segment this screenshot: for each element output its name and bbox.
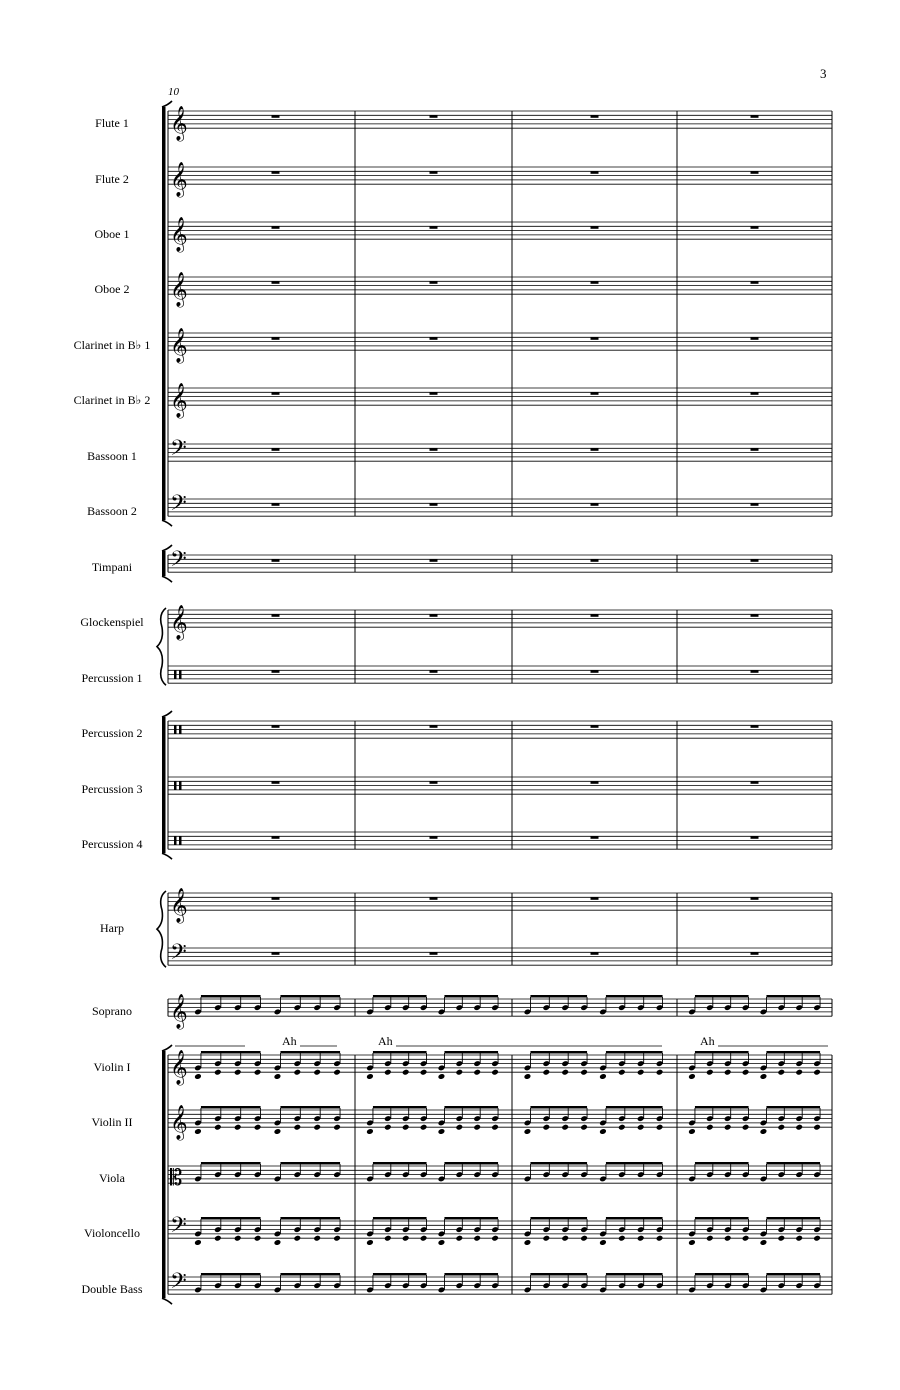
beam [695,1217,749,1220]
notehead [473,1069,481,1076]
beam [766,1051,820,1054]
notehead [599,1128,607,1135]
notehead [254,1069,262,1076]
notehead [618,1069,626,1076]
notehead [366,1128,374,1135]
beam [766,1106,820,1109]
bass-clef: 𝄢 [170,939,187,970]
bracket-hook [162,576,172,582]
notehead [214,1069,222,1076]
whole-rest [430,281,438,284]
beam [530,1273,587,1276]
treble-clef: 𝄞 [170,272,188,308]
beam [606,1273,663,1276]
whole-rest [272,952,280,955]
whole-rest [430,614,438,617]
beam [373,1106,427,1109]
notehead [760,1073,768,1080]
treble-clef: 𝄞 [170,605,188,641]
notehead [688,1073,696,1080]
whole-rest [751,448,759,451]
notehead [438,1073,446,1080]
notehead [333,1124,341,1131]
whole-rest [591,392,599,395]
beam [444,1273,498,1276]
treble-clef: 𝄞 [170,328,188,364]
whole-rest [591,559,599,562]
beam [695,995,749,998]
whole-rest [751,226,759,229]
whole-rest [591,781,599,784]
notehead [688,1128,696,1135]
notehead [524,1239,532,1246]
notehead [656,1124,664,1131]
notehead [795,1124,803,1131]
notehead [813,1124,821,1131]
whole-rest [751,171,759,174]
whole-rest [591,670,599,673]
whole-rest [751,725,759,728]
notehead [402,1235,410,1242]
whole-rest [272,226,280,229]
beam [606,1106,663,1109]
treble-clef: 𝄞 [170,1050,188,1086]
whole-rest [591,503,599,506]
notehead [420,1124,428,1131]
whole-rest [751,670,759,673]
treble-clef: 𝄞 [170,106,188,142]
beam [606,1051,663,1054]
bracket-hook [162,711,172,717]
beam [444,1051,498,1054]
beam [280,1162,340,1165]
notehead [234,1069,242,1076]
label-percussion-2: Percussion 2 [81,726,143,740]
notehead [580,1069,588,1076]
notehead [366,1239,374,1246]
notehead [777,1235,785,1242]
whole-rest [591,448,599,451]
notehead [254,1124,262,1131]
lyric-ah-2: Ah [378,1034,393,1048]
notehead [194,1128,202,1135]
label-violin-2: Violin II [91,1115,133,1129]
beam [201,1051,261,1054]
notehead [366,1073,374,1080]
whole-rest [272,897,280,900]
whole-rest [272,392,280,395]
treble-clef: 𝄞 [170,888,188,924]
notehead [618,1235,626,1242]
treble-clef: 𝄞 [170,994,188,1030]
notehead [599,1239,607,1246]
notehead [688,1239,696,1246]
staff-lines [168,111,832,1294]
notehead [420,1235,428,1242]
notehead [293,1124,301,1131]
notehead [777,1124,785,1131]
page-number: 3 [820,66,827,81]
notehead [524,1073,532,1080]
notehead [637,1235,645,1242]
whole-rest [591,337,599,340]
whole-rest [272,836,280,839]
whole-rest [751,559,759,562]
whole-rest [591,115,599,118]
notehead [561,1124,569,1131]
whole-rest [272,725,280,728]
notehead [254,1235,262,1242]
whole-rest [591,952,599,955]
notehead [656,1235,664,1242]
notehead [580,1235,588,1242]
notehead [214,1124,222,1131]
whole-rest [430,115,438,118]
whole-rest [272,559,280,562]
lyric-ah-1: Ah [282,1034,297,1048]
notehead [491,1069,499,1076]
label-flute-2: Flute 2 [95,172,129,186]
label-oboe-2: Oboe 2 [94,282,130,296]
notehead [580,1124,588,1131]
beam [766,1162,820,1165]
beam [530,1162,587,1165]
notehead [234,1124,242,1131]
alto-clef: 𝄡 [170,1166,183,1192]
whole-rest [430,781,438,784]
notehead [813,1235,821,1242]
notehead [473,1235,481,1242]
whole-rest [272,337,280,340]
notehead [274,1073,282,1080]
whole-rest [272,171,280,174]
notehead [402,1069,410,1076]
whole-rest [272,503,280,506]
whole-rest [751,781,759,784]
beam [201,1162,261,1165]
label-percussion-1: Percussion 1 [81,671,143,685]
label-clarinet-1: Clarinet in B♭ 1 [73,338,151,352]
bracket-hook [162,520,172,526]
beam [766,995,820,998]
notehead [274,1239,282,1246]
beam [606,995,663,998]
label-percussion-3: Percussion 3 [81,782,143,796]
notehead [742,1235,750,1242]
notehead [491,1235,499,1242]
label-double-bass: Double Bass [81,1282,143,1296]
notehead [618,1124,626,1131]
beam [373,1273,427,1276]
whole-rest [751,392,759,395]
label-soprano: Soprano [92,1004,132,1018]
measure-number: 10 [168,86,179,98]
notehead [724,1069,732,1076]
label-bassoon-1: Bassoon 1 [87,449,137,463]
whole-rest [591,614,599,617]
whole-rest [430,392,438,395]
beam [530,1217,587,1220]
whole-rest [591,836,599,839]
beam [373,995,427,998]
beam [280,1273,340,1276]
notehead [384,1124,392,1131]
whole-rest [591,725,599,728]
notehead [706,1069,714,1076]
whole-rest [272,670,280,673]
whole-rest [591,897,599,900]
notehead [333,1235,341,1242]
bass-clef: 𝄢 [170,546,187,577]
whole-rest [751,281,759,284]
whole-rest [430,952,438,955]
notehead [491,1124,499,1131]
bass-clef: 𝄢 [170,435,187,466]
treble-clef: 𝄞 [170,1105,188,1141]
whole-rest [751,115,759,118]
notehead [313,1235,321,1242]
notehead [274,1128,282,1135]
notehead [542,1235,550,1242]
bracket-hook [162,1298,172,1304]
notehead [293,1069,301,1076]
label-violin-1: Violin I [93,1060,131,1074]
notehead [438,1128,446,1135]
notehead [194,1073,202,1080]
whole-rest [751,337,759,340]
notehead [293,1235,301,1242]
label-flute-1: Flute 1 [95,116,129,130]
notehead [706,1235,714,1242]
notehead [455,1124,463,1131]
label-percussion-4: Percussion 4 [81,837,143,851]
beam [201,1106,261,1109]
beam [444,1162,498,1165]
beam [530,1106,587,1109]
beam [444,995,498,998]
notehead [637,1069,645,1076]
notehead [194,1239,202,1246]
beam [201,1273,261,1276]
label-oboe-1: Oboe 1 [94,227,130,241]
notehead [542,1069,550,1076]
whole-rest [430,448,438,451]
whole-rest [272,281,280,284]
notehead [384,1235,392,1242]
notehead [637,1124,645,1131]
beam [530,1051,587,1054]
beam [373,1217,427,1220]
beam [373,1162,427,1165]
treble-clef: 𝄞 [170,383,188,419]
notehead [384,1069,392,1076]
beam [695,1106,749,1109]
bass-clef: 𝄢 [170,490,187,521]
whole-rest [272,115,280,118]
whole-rest [430,836,438,839]
notehead [795,1069,803,1076]
beam [201,1217,261,1220]
treble-clef: 𝄞 [170,217,188,253]
notehead [420,1069,428,1076]
notehead [724,1124,732,1131]
beam [766,1217,820,1220]
whole-rest [430,725,438,728]
notehead [795,1235,803,1242]
notehead [813,1069,821,1076]
whole-rest [272,448,280,451]
notehead [455,1069,463,1076]
notehead [214,1235,222,1242]
whole-rest [430,171,438,174]
label-glockenspiel: Glockenspiel [80,615,144,629]
beam [606,1217,663,1220]
whole-rest [751,614,759,617]
notehead [438,1239,446,1246]
notehead [760,1239,768,1246]
whole-rest [430,670,438,673]
label-violoncello: Violoncello [84,1226,140,1240]
label-harp: Harp [100,921,124,935]
whole-rest [430,897,438,900]
whole-rest [591,281,599,284]
barlines [168,111,832,1294]
whole-rest [751,897,759,900]
notehead [561,1069,569,1076]
label-clarinet-2: Clarinet in B♭ 2 [73,393,151,407]
notehead [333,1069,341,1076]
notehead [656,1069,664,1076]
beam [280,1106,340,1109]
beam [373,1051,427,1054]
beam [695,1162,749,1165]
lyric-ah-3: Ah [700,1034,715,1048]
notehead [599,1073,607,1080]
beam [444,1106,498,1109]
treble-clef: 𝄞 [170,162,188,198]
notes [175,995,828,1293]
whole-rest [272,614,280,617]
bass-clef: 𝄢 [170,1212,187,1243]
notehead [706,1124,714,1131]
notehead [234,1235,242,1242]
notehead [402,1124,410,1131]
bass-clef: 𝄢 [170,1268,187,1299]
beam [201,995,261,998]
whole-rest [751,836,759,839]
beam [280,995,340,998]
notehead [524,1128,532,1135]
beam [695,1051,749,1054]
whole-rests [272,115,759,955]
whole-rest [751,952,759,955]
whole-rest [430,337,438,340]
notehead [313,1069,321,1076]
label-viola: Viola [99,1171,125,1185]
whole-rest [272,781,280,784]
whole-rest [430,559,438,562]
beam [606,1162,663,1165]
notehead [777,1069,785,1076]
whole-rest [430,503,438,506]
whole-rest [591,226,599,229]
label-bassoon-2: Bassoon 2 [87,504,137,518]
beam [280,1217,340,1220]
whole-rest [591,171,599,174]
whole-rest [430,226,438,229]
bracket-hook [162,853,172,859]
notehead [561,1235,569,1242]
notehead [455,1235,463,1242]
whole-rest [751,503,759,506]
beam [766,1273,820,1276]
beam [695,1273,749,1276]
notehead [760,1128,768,1135]
beam [444,1217,498,1220]
label-timpani: Timpani [91,560,133,574]
notehead [542,1124,550,1131]
notehead [473,1124,481,1131]
notehead [724,1235,732,1242]
notehead [742,1124,750,1131]
beam [530,995,587,998]
beam [280,1051,340,1054]
notehead [742,1069,750,1076]
notehead [313,1124,321,1131]
